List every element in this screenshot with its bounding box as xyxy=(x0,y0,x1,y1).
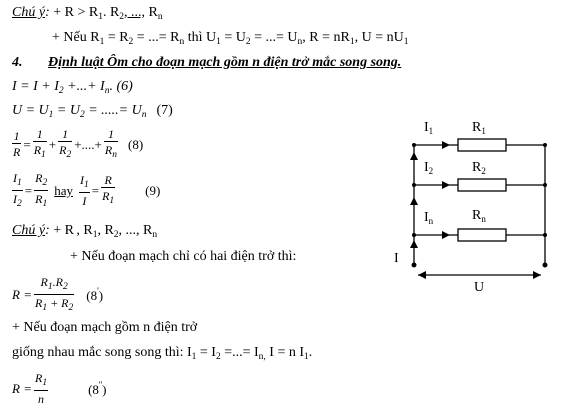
right-arrow-icon xyxy=(533,271,541,279)
junction-node xyxy=(543,143,547,147)
resistor-n xyxy=(458,229,506,241)
note-line-1: Chú ý: + $R > R_1$. $R_2$, ..., $R_n$ xyxy=(12,5,163,22)
label-voltage: U xyxy=(474,280,485,295)
label-i1: $I_1$ xyxy=(424,120,434,136)
fraction: $\frac{1}{R_2}$ xyxy=(59,127,72,160)
equation-8-double-prime: R = $\frac{R_1}{n}$ (8'') xyxy=(12,371,107,406)
parallel-circuit-diagram xyxy=(388,105,558,295)
fraction: $\frac{R_1.R_2}{R_1 + R_2}$ xyxy=(34,275,74,313)
label-r1: $R_1$ xyxy=(472,120,486,136)
equation-8-prime: R = $\frac{R_1.R_2}{R_1 + R_2}$ (8') xyxy=(12,275,104,313)
label-i2: $I_2$ xyxy=(424,160,434,176)
terminal-node xyxy=(543,263,548,268)
fraction: $\frac{R_1}{n}$ xyxy=(34,371,48,406)
fraction: $\frac{R}{R_1}$ xyxy=(102,173,115,207)
note-line-2: + Nếu $R_1 = R_2$ = ...= $R_n$ thì $U_1 = U_2$ = ...= $U_n$, $R = nR_1$, $U = nU_1$ xyxy=(52,30,409,47)
junction-node xyxy=(412,183,416,187)
equation-7: $U = U_1 = U_2$ = .....= $U_n$ (7) xyxy=(12,103,173,120)
junction-node xyxy=(543,183,547,187)
left-arrow-icon xyxy=(418,271,426,279)
fraction: $\frac{1}{R_1}$ xyxy=(33,127,46,160)
fraction: $\frac{1}{R}$ xyxy=(13,129,21,160)
junction-node xyxy=(412,143,416,147)
resistor-1 xyxy=(458,139,506,151)
equal-resistors-line: giống nhau mắc song song thì: $I_1 = I_2$ =...= $I_{n,}$ I = n $I_1$. xyxy=(12,345,313,362)
section-heading xyxy=(12,56,401,70)
junction-node xyxy=(412,233,416,237)
junction-node xyxy=(543,233,547,237)
n-resistors-text: + Nếu đoạn mạch gồm n điện trở xyxy=(12,320,198,335)
note-line-3: Chú ý: + R , $R_1$, $R_2$, ..., $R_n$ xyxy=(12,223,158,240)
up-arrow-icon xyxy=(410,152,418,160)
note-label: Chú ý xyxy=(12,5,46,20)
label-total-current: I xyxy=(394,251,399,266)
current-arrow-icon xyxy=(442,181,450,189)
two-resistors-text: + Nếu đoạn mạch chỉ có hai điện trở thì: xyxy=(70,249,297,264)
section-title: Định luật Ôm cho đoạn mạch gồm n điện trở mắc song song. xyxy=(48,55,402,70)
terminal-node xyxy=(412,263,417,268)
fraction: $\frac{I_1}{I}$ xyxy=(79,173,89,208)
equation-6: $I = I + I_2$ +...+ $I_n$. (6) xyxy=(12,79,133,96)
current-arrow-icon xyxy=(442,231,450,239)
equation-9: $\frac{I_1}{I_2}$ = $\frac{R_2}{R_1}$ hay $\frac{I_1}{I}$ = $\frac{R}{R_1}$ (9) xyxy=(13,171,161,209)
current-arrow-icon xyxy=(442,141,450,149)
up-arrow-icon xyxy=(410,240,418,248)
fraction: $\frac{1}{R_n}$ xyxy=(104,127,117,160)
label-r2: $R_2$ xyxy=(472,160,486,176)
note-label: Chú ý xyxy=(12,223,46,238)
label-rn: $R_n$ xyxy=(472,208,486,224)
hay-word: hay xyxy=(54,183,73,198)
label-in: $I_n$ xyxy=(424,210,434,226)
up-arrow-icon xyxy=(410,197,418,205)
section-number: 4. xyxy=(12,55,23,70)
fraction: $\frac{I_1}{I_2}$ xyxy=(13,171,22,209)
resistor-2 xyxy=(458,179,506,191)
fraction: $\frac{R_2}{R_1}$ xyxy=(35,171,48,209)
equation-8: $\frac{1}{R}$ = $\frac{1}{R_1}$ + $\frac{1}{R_2}$ +....+ $\frac{1}{R_n}$ (8) xyxy=(13,127,144,160)
